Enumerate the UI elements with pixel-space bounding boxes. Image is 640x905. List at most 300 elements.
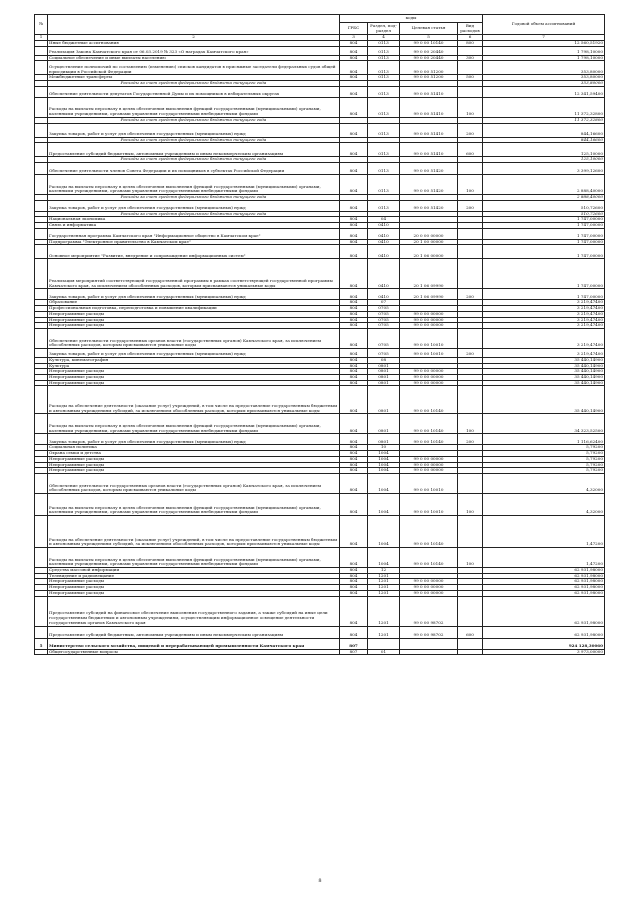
target-article-cell: 99 0 00 00000 — [400, 369, 458, 375]
razdel-code-cell: 0801 — [368, 414, 400, 434]
index-cell: 4 — [368, 35, 400, 41]
target-article-cell: 20 1 00 00000 — [400, 239, 458, 245]
razdel-code-cell: 0113 — [368, 75, 400, 81]
table-row — [35, 638, 605, 649]
target-article-cell: 99 0 00 98702 — [400, 596, 458, 626]
amount-cell: 1 747,00000 — [483, 228, 605, 239]
grbs-code-cell: 804 — [340, 311, 368, 317]
col-grbs-header: ГРБС — [340, 23, 368, 35]
item-name-cell: Профессиональная подготовка, переподготовка и повышение квалификации — [48, 306, 340, 312]
expense-type-cell: 100 — [458, 414, 483, 434]
razdel-code-cell: 0113 — [368, 55, 400, 61]
expense-type-cell — [458, 228, 483, 239]
col-csr-header: Целевая статья — [400, 23, 458, 35]
target-article-cell: 99 0 00 00000 — [400, 323, 458, 329]
razdel-code-cell: 1004 — [368, 547, 400, 567]
col-razdel-header: Раздел, под-раздел — [368, 23, 400, 35]
grbs-code-cell: 804 — [340, 585, 368, 591]
amount-cell: 35 440,14900 — [483, 369, 605, 375]
razdel-code-cell: 0801 — [368, 380, 400, 386]
target-article-cell: 99 0 00 51410 — [400, 123, 458, 137]
row-number-cell — [35, 228, 48, 239]
target-article-cell: 99 0 00 51200 — [400, 75, 458, 81]
expense-type-cell: 100 — [458, 174, 483, 194]
row-number-cell — [35, 143, 48, 157]
grbs-code-cell: 804 — [340, 174, 368, 194]
expense-type-cell: 200 — [458, 200, 483, 211]
item-name-cell: Иные бюджетные ассигнования — [48, 41, 340, 47]
razdel-code-cell: 0113 — [368, 46, 400, 55]
expense-type-cell: 200 — [458, 348, 483, 357]
grbs-code-cell: 804 — [340, 547, 368, 567]
grbs-code-cell: 804 — [340, 456, 368, 462]
item-name-cell: Предоставление субсидий на финансовое обеспечение выполнения государственного задания, а также субсидий на иные цели государственным бюджетным и автономным учреждениям, осуществляющим информационное освещение деятельности государственных органов Камчатского края — [48, 596, 340, 626]
target-article-cell: 99 0 00 20440 — [400, 46, 458, 55]
razdel-code-cell: 0801 — [368, 434, 400, 445]
table-row — [35, 86, 605, 97]
razdel-code-cell: 0705 — [368, 306, 400, 312]
grbs-code-cell: 804 — [340, 573, 368, 579]
expense-type-cell: 500 — [458, 75, 483, 81]
razdel-code-cell: 0410 — [368, 259, 400, 289]
expense-type-cell — [458, 515, 483, 547]
target-article-cell: 99 0 00 51410 — [400, 97, 458, 117]
row-number-cell — [35, 328, 48, 348]
row-number-cell — [35, 515, 48, 547]
item-name-cell: Расходы на выплаты персоналу в целях обеспечения выполнения функций государственными (муниципальными) органами, казенными учреждениями, органами управления государственными внебюджетными фондами — [48, 97, 340, 117]
table-row — [35, 143, 605, 157]
row-number-cell — [35, 649, 48, 655]
grbs-code-cell: 804 — [340, 414, 368, 434]
row-number-cell — [35, 259, 48, 289]
target-article-cell: 99 0 00 00000 — [400, 579, 458, 585]
amount-cell: 62 931,98000 — [483, 596, 605, 626]
razdel-code-cell: 0705 — [368, 328, 400, 348]
grbs-code-cell: 804 — [340, 259, 368, 289]
razdel-code-cell: 0113 — [368, 143, 400, 157]
grbs-code-cell: 804 — [340, 468, 368, 474]
item-name-cell: Социальное обеспечение и иные выплаты населению — [48, 55, 340, 61]
target-article-cell: 99 0 00 10140 — [400, 414, 458, 434]
grbs-code-cell: 804 — [340, 306, 368, 312]
amount-cell: 924 128,30060 — [483, 638, 605, 649]
grbs-code-cell: 804 — [340, 46, 368, 55]
grbs-code-cell: 804 — [340, 375, 368, 381]
razdel-code-cell: 1004 — [368, 462, 400, 468]
item-name-cell: Закупка товаров, работ и услуг для обеспечения государственных (муниципальных) нужд — [48, 348, 340, 357]
target-article-cell: 99 0 00 10010 — [400, 493, 458, 515]
grbs-code-cell: 804 — [340, 143, 368, 157]
target-article-cell: 99 0 00 00000 — [400, 380, 458, 386]
row-number-cell — [35, 493, 48, 515]
target-article-cell: 99 0 00 51410 — [400, 143, 458, 157]
amount-cell: 3 399,12600 — [483, 162, 605, 174]
grbs-code-cell: 804 — [340, 434, 368, 445]
razdel-code-cell: 1004 — [368, 493, 400, 515]
grbs-code-cell: 804 — [340, 626, 368, 638]
index-cell: 7 — [483, 35, 605, 41]
amount-cell: 510,72600 — [483, 211, 605, 217]
expense-type-cell — [458, 245, 483, 259]
target-article-cell: 99 0 00 51420 — [400, 200, 458, 211]
item-name-cell: Осуществление полномочий по составлению (изменению) списков кандидатов в присяжные заседатели федеральных судов общей юрисдикции в Российской Федерации — [48, 61, 340, 75]
table-row — [35, 46, 605, 55]
amount-cell: 353,80000 — [483, 61, 605, 75]
amount-cell: 11 372,32800 — [483, 97, 605, 117]
item-name-cell: Расходы на обеспечение деятельности (оказание услуг) учреждений, в том числе на предоставление государственным бюджетным и автономным учреждениям субсидий, за исключением обособленных расходов, которым присваиваются уникальные коды — [48, 515, 340, 547]
target-article-cell: 99 0 00 10140 — [400, 41, 458, 47]
amount-cell: 3 973,00000 — [483, 649, 605, 655]
amount-cell: 62 931,98000 — [483, 626, 605, 638]
table-row — [35, 123, 605, 137]
item-name-cell: Предоставление субсидий бюджетным, автономным учреждениям и иным некоммерческим организациям — [48, 143, 340, 157]
codes-group-header: коды — [340, 15, 483, 23]
amount-cell: 1 747,00000 — [483, 259, 605, 289]
expense-type-cell — [458, 473, 483, 493]
amount-cell: 1 798,10000 — [483, 46, 605, 55]
grbs-code-cell: 804 — [340, 223, 368, 229]
expense-type-cell: 300 — [458, 55, 483, 61]
amount-cell: 3 219,47400 — [483, 317, 605, 323]
razdel-code-cell: 1201 — [368, 590, 400, 596]
amount-cell: 1 747,00000 — [483, 245, 605, 259]
expense-type-cell — [458, 328, 483, 348]
amount-cell: 510,72600 — [483, 200, 605, 211]
item-name-cell: Непрограммные расходы — [48, 456, 340, 462]
grbs-code-cell: 804 — [340, 451, 368, 457]
razdel-code-cell: 10 — [368, 445, 400, 451]
grbs-code-cell: 804 — [340, 473, 368, 493]
item-name-cell: Национальная экономика — [48, 217, 340, 223]
row-number-cell — [35, 46, 48, 55]
razdel-code-cell: 0801 — [368, 386, 400, 414]
expense-type-cell: 200 — [458, 289, 483, 300]
target-article-cell: 99 0 00 10140 — [400, 547, 458, 567]
razdel-code-cell: 04 — [368, 217, 400, 223]
index-cell: 1 — [35, 35, 48, 41]
grbs-code-cell: 804 — [340, 123, 368, 137]
grbs-code-cell: 804 — [340, 596, 368, 626]
amount-cell: 1 747,00000 — [483, 223, 605, 229]
expense-type-cell: 600 — [458, 626, 483, 638]
amount-cell: 125,10000 — [483, 143, 605, 157]
amount-cell: 35 440,14900 — [483, 363, 605, 369]
razdel-code-cell: 0113 — [368, 41, 400, 47]
grbs-code-cell: 804 — [340, 317, 368, 323]
grbs-code-cell: 804 — [340, 590, 368, 596]
grbs-code-cell: 804 — [340, 462, 368, 468]
grbs-code-cell: 804 — [340, 348, 368, 357]
expense-type-cell — [458, 86, 483, 97]
grbs-code-cell: 804 — [340, 228, 368, 239]
row-number-cell — [35, 414, 48, 434]
col-amount-header: Годовой объем ассигнований — [483, 15, 605, 35]
amount-cell: 2 888,40000 — [483, 174, 605, 194]
grbs-code-cell: 804 — [340, 41, 368, 47]
target-article-cell: 99 0 00 00000 — [400, 462, 458, 468]
target-article-cell: 20 0 00 00000 — [400, 228, 458, 239]
table-row — [35, 289, 605, 300]
razdel-code-cell: 0113 — [368, 174, 400, 194]
item-name-cell: Связь и информатика — [48, 223, 340, 229]
row-number-cell — [35, 386, 48, 414]
razdel-code-cell: 1004 — [368, 468, 400, 474]
item-name-cell: Закупка товаров, работ и услуг для обеспечения государственных (муниципальных) нужд — [48, 289, 340, 300]
razdel-code-cell: 1004 — [368, 456, 400, 462]
grbs-code-cell: 804 — [340, 200, 368, 211]
budget-table — [34, 14, 605, 655]
amount-cell: 1 747,00000 — [483, 239, 605, 245]
amount-cell: 5,79200 — [483, 462, 605, 468]
amount-cell: 3 219,47400 — [483, 348, 605, 357]
item-name-cell: Государственная программа Камчатского края "Информационное общество в Камчатском крае" — [48, 228, 340, 239]
razdel-code-cell: 0801 — [368, 363, 400, 369]
razdel-code-cell: 0705 — [368, 311, 400, 317]
grbs-code-cell: 804 — [340, 493, 368, 515]
grbs-code-cell: 804 — [340, 217, 368, 223]
amount-cell: 34 323,52500 — [483, 414, 605, 434]
amount-cell: 125,10000 — [483, 157, 605, 163]
amount-cell: 35 440,14900 — [483, 357, 605, 363]
row-number-cell — [35, 61, 48, 75]
index-cell: 2 — [48, 35, 340, 41]
row-number-cell — [35, 123, 48, 137]
target-article-cell: 99 0 00 00000 — [400, 590, 458, 596]
expense-type-cell — [458, 259, 483, 289]
budget-sheet — [34, 14, 604, 655]
item-name-cell: Культура, кинематография — [48, 357, 340, 363]
row-number-cell — [35, 200, 48, 211]
item-name-cell: Министерство сельского хозяйства, пищевой и перерабатывающей промышленности Камчатского края — [48, 638, 340, 649]
item-name-cell: Реализация мероприятий соответствующей государственной программы в рамках соответствующей государственной программы Камчатского края, за исключением обособленных расходов, которым присваиваются уникальные коды — [48, 259, 340, 289]
item-name-cell: Расходы за счет средств федерального бюджета текущего года — [48, 157, 340, 163]
amount-cell: 844,16600 — [483, 137, 605, 143]
amount-cell: 844,16600 — [483, 123, 605, 137]
item-name-cell: Средства массовой информации — [48, 567, 340, 573]
target-article-cell: 99 0 00 51420 — [400, 174, 458, 194]
grbs-code-cell: 807 — [340, 649, 368, 655]
razdel-code-cell: 0410 — [368, 245, 400, 259]
item-name-cell: Закупка товаров, работ и услуг для обеспечения государственных (муниципальных) нужд — [48, 200, 340, 211]
razdel-code-cell: 0113 — [368, 61, 400, 75]
amount-cell: 5,79200 — [483, 456, 605, 462]
grbs-code-cell: 804 — [340, 380, 368, 386]
item-name-cell: Непрограммные расходы — [48, 311, 340, 317]
grbs-code-cell: 804 — [340, 86, 368, 97]
table-row — [35, 61, 605, 75]
index-cell: 6 — [458, 35, 483, 41]
razdel-code-cell: 1004 — [368, 451, 400, 457]
grbs-code-cell: 804 — [340, 55, 368, 61]
item-name-cell: Обеспечение деятельности государственных органов власти (государственных органов) Камчатского края, за исключением обособленных расходов, которым присваиваются уникальные коды — [48, 473, 340, 493]
expense-type-cell — [458, 596, 483, 626]
target-article-cell: 99 0 00 00000 — [400, 468, 458, 474]
item-name-cell: Реализация Закона Камчатского края от 06.03.2019 № 323 «О наградах Камчатского края» — [48, 46, 340, 55]
amount-cell: 11 372,32800 — [483, 117, 605, 123]
amount-cell: 35 440,14900 — [483, 380, 605, 386]
amount-cell: 5,79200 — [483, 445, 605, 451]
target-article-cell: 20 1 06 09990 — [400, 259, 458, 289]
table-row — [35, 596, 605, 626]
item-name-cell: Расходы за счет средств федерального бюджета текущего года — [48, 194, 340, 200]
amount-cell: 1 747,00000 — [483, 217, 605, 223]
table-row — [35, 473, 605, 493]
row-number-cell — [35, 596, 48, 626]
item-name-cell: Непрограммные расходы — [48, 579, 340, 585]
expense-type-cell: 800 — [458, 41, 483, 47]
amount-cell: 3 219,47400 — [483, 300, 605, 306]
table-row — [35, 259, 605, 289]
razdel-code-cell: 1004 — [368, 473, 400, 493]
item-name-cell: Непрограммные расходы — [48, 462, 340, 468]
expense-type-cell: 100 — [458, 97, 483, 117]
razdel-code-cell: 0113 — [368, 200, 400, 211]
amount-cell: 3 219,47400 — [483, 328, 605, 348]
target-article-cell: 99 0 00 00000 — [400, 456, 458, 462]
table-row — [35, 414, 605, 434]
expense-type-cell: 100 — [458, 493, 483, 515]
razdel-code-cell: 08 — [368, 357, 400, 363]
grbs-code-cell: 804 — [340, 567, 368, 573]
target-article-cell: 99 0 00 10140 — [400, 386, 458, 414]
item-name-cell: Социальная политика — [48, 445, 340, 451]
grbs-code-cell: 807 — [340, 638, 368, 649]
amount-cell: 3 219,47400 — [483, 311, 605, 317]
item-name-cell: Закупка товаров, работ и услуг для обеспечения государственных (муниципальных) нужд — [48, 123, 340, 137]
col-number-header: № — [35, 15, 48, 35]
table-row — [35, 626, 605, 638]
amount-cell: 353,80000 — [483, 75, 605, 81]
amount-cell: 62 931,98000 — [483, 585, 605, 591]
razdel-code-cell: 01 — [368, 649, 400, 655]
amount-cell: 12 560,51920 — [483, 41, 605, 47]
target-article-cell: 99 0 00 10140 — [400, 434, 458, 445]
item-name-cell: Подпрограмма "Электронное правительство в Камчатском крае" — [48, 239, 340, 245]
razdel-code-cell: 12 — [368, 567, 400, 573]
razdel-code-cell: 1201 — [368, 579, 400, 585]
index-cell: 5 — [400, 35, 458, 41]
item-name-cell: Образование — [48, 300, 340, 306]
target-article-cell — [400, 638, 458, 649]
amount-cell: 353,80000 — [483, 81, 605, 87]
expense-type-cell — [458, 638, 483, 649]
item-name-cell: Непрограммные расходы — [48, 468, 340, 474]
amount-cell: 62 931,98000 — [483, 590, 605, 596]
grbs-code-cell: 804 — [340, 445, 368, 451]
grbs-code-cell: 804 — [340, 75, 368, 81]
target-article-cell: 99 0 00 51410 — [400, 86, 458, 97]
item-name-cell: Закупка товаров, работ и услуг для обеспечения государственных (муниципальных) нужд — [48, 434, 340, 445]
table-row — [35, 649, 605, 655]
expense-type-cell: 100 — [458, 547, 483, 567]
row-number-cell: 5 — [35, 638, 48, 649]
target-article-cell: 20 1 06 09990 — [400, 289, 458, 300]
razdel-code-cell: 1201 — [368, 585, 400, 591]
target-article-cell — [400, 649, 458, 655]
target-article-cell: 20 1 06 00000 — [400, 245, 458, 259]
amount-cell: 1 747,00000 — [483, 289, 605, 300]
item-name-cell: Межбюджетные трансферты — [48, 75, 340, 81]
item-name-cell: Обеспечение деятельности членов Совета Федерации и их помощников в субъектах Российской Федерации — [48, 162, 340, 174]
target-article-cell: 99 0 00 00000 — [400, 585, 458, 591]
expense-type-cell — [458, 386, 483, 414]
expense-type-cell: 600 — [458, 143, 483, 157]
razdel-code-cell: 1004 — [368, 515, 400, 547]
row-number-cell — [35, 473, 48, 493]
row-number-cell — [35, 434, 48, 445]
razdel-code-cell: 0113 — [368, 97, 400, 117]
grbs-code-cell: 804 — [340, 323, 368, 329]
razdel-code-cell: 0801 — [368, 369, 400, 375]
target-article-cell: 99 0 00 00000 — [400, 375, 458, 381]
grbs-code-cell: 804 — [340, 300, 368, 306]
razdel-code-cell: 0705 — [368, 348, 400, 357]
table-row — [35, 200, 605, 211]
razdel-code-cell: 1201 — [368, 626, 400, 638]
item-name-cell: Расходы на выплаты персоналу в целях обеспечения выполнения функций государственными (муниципальными) органами, казенными учреждениями, органами управления государственными внебюджетными фондами — [48, 174, 340, 194]
razdel-code-cell — [368, 638, 400, 649]
target-article-cell: 99 0 00 10010 — [400, 348, 458, 357]
amount-cell: 62 931,98000 — [483, 579, 605, 585]
table-row — [35, 434, 605, 445]
razdel-code-cell: 0410 — [368, 289, 400, 300]
index-cell: 3 — [340, 35, 368, 41]
target-article-cell: 99 0 00 10010 — [400, 328, 458, 348]
razdel-code-cell: 07 — [368, 300, 400, 306]
grbs-code-cell: 804 — [340, 162, 368, 174]
target-article-cell: 99 0 00 00000 — [400, 311, 458, 317]
item-name-cell: Расходы на обеспечение деятельности (оказание услуг) учреждений, в том числе на предоставление государственным бюджетным и автономным учреждениям субсидий, за исключением обособленных расходов, которым присваиваются уникальные коды — [48, 386, 340, 414]
item-name-cell: Телевидение и радиовещание — [48, 573, 340, 579]
razdel-code-cell: 0113 — [368, 86, 400, 97]
row-number-cell — [35, 289, 48, 300]
row-number-cell — [35, 348, 48, 357]
razdel-code-cell: 1201 — [368, 573, 400, 579]
razdel-code-cell: 0113 — [368, 162, 400, 174]
razdel-code-cell: 0113 — [368, 123, 400, 137]
target-article-cell: 99 0 00 98702 — [400, 626, 458, 638]
grbs-code-cell: 804 — [340, 369, 368, 375]
item-name-cell: Непрограммные расходы — [48, 585, 340, 591]
table-row — [35, 386, 605, 414]
item-name-cell: Непрограммные расходы — [48, 369, 340, 375]
target-article-cell: 99 0 00 51200 — [400, 61, 458, 75]
grbs-code-cell: 804 — [340, 328, 368, 348]
item-name-cell: Культура — [48, 363, 340, 369]
item-name-cell: Непрограммные расходы — [48, 380, 340, 386]
item-name-cell: Непрограммные расходы — [48, 323, 340, 329]
amount-cell: 2 888,40000 — [483, 194, 605, 200]
grbs-code-cell: 804 — [340, 515, 368, 547]
amount-cell: 1 116,62400 — [483, 434, 605, 445]
target-article-cell: 99 0 00 20440 — [400, 55, 458, 61]
item-name-cell: Расходы на выплаты персоналу в целях обеспечения выполнения функций государственными (муниципальными) органами, казенными учреждениями, органами управления государственными внебюджетными фондами — [48, 414, 340, 434]
expense-type-cell: 200 — [458, 434, 483, 445]
item-name-cell: Обеспечение деятельности государственных органов власти (государственных органов) Камчатского края, за исключением обособленных расходов, которым присваиваются уникальные коды — [48, 328, 340, 348]
item-name-cell: Расходы на выплаты персоналу в целях обеспечения выполнения функций государственными (муниципальными) органами, казенными учреждениями, органами управления государственными внебюджетными фондами — [48, 493, 340, 515]
amount-cell: 3 219,47400 — [483, 323, 605, 329]
amount-cell: 35 440,14900 — [483, 386, 605, 414]
item-name-cell: Непрограммные расходы — [48, 590, 340, 596]
amount-cell: 35 440,14900 — [483, 375, 605, 381]
row-number-cell — [35, 174, 48, 194]
table-row — [35, 174, 605, 194]
razdel-code-cell: 0705 — [368, 317, 400, 323]
expense-type-cell: 200 — [458, 123, 483, 137]
amount-cell: 5,79200 — [483, 468, 605, 474]
expense-type-cell — [458, 162, 483, 174]
row-number-cell — [35, 97, 48, 117]
